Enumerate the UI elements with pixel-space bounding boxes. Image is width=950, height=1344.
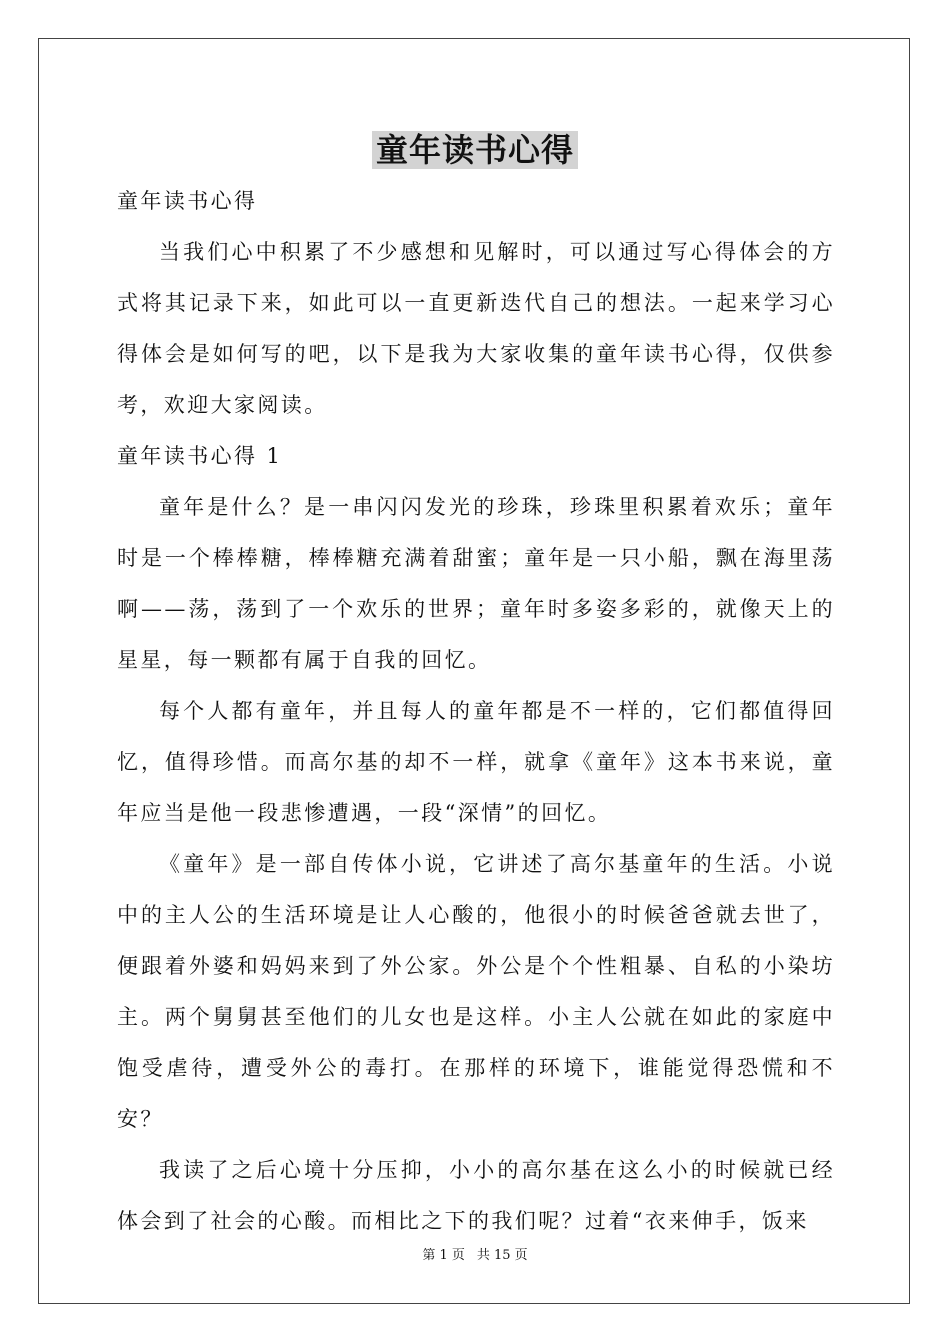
paragraph: 《童年》是一部自传体小说，它讲述了高尔基童年的生活。小说中的主人公的生活环境是让人心酸的，他很小的时候爸爸就去世了，便跟着外婆和妈妈来到了外公家。外公是个个性粗暴、自私的小染坊主。两个舅舅甚至他们的儿女也是这样。小主人公就在如此的家庭中饱受虐待，遭受外公的毒打。在那样的环境下，谁能觉得恐慌和不安？ bbox=[117, 852, 835, 1131]
page-footer bbox=[0, 1247, 950, 1265]
paragraph-intro: 当我们心中积累了不少感想和见解时，可以通过写心得体会的方式将其记录下来，如此可以一直更新迭代自己的想法。一起来学习心得体会是如何写的吧，以下是我为大家收集的童年读书心得，仅供参考，欢迎大家阅读。 bbox=[117, 240, 835, 417]
page-total: 共 15 页 bbox=[476, 1248, 528, 1263]
document-title bbox=[0, 128, 950, 172]
section-heading: 童年读书心得 1 bbox=[117, 444, 283, 468]
page-number: 第 1 页 bbox=[422, 1248, 465, 1263]
paragraph: 童年是什么？是一串闪闪发光的珍珠，珍珠里积累着欢乐；童年时是一个棒棒糖，棒棒糖充满着甜蜜；童年是一只小船，飘在海里荡啊——荡，荡到了一个欢乐的世界；童年时多姿多彩的，就像天上的星星，每一颗都有属于自我的回忆。 bbox=[117, 495, 835, 672]
paragraph-subtitle: 童年读书心得 bbox=[117, 189, 258, 213]
document-title-text: 童年读书心得 bbox=[372, 131, 578, 169]
paragraph: 每个人都有童年，并且每人的童年都是不一样的，它们都值得回忆，值得珍惜。而高尔基的却不一样，就拿《童年》这本书来说，童年应当是他一段悲惨遭遇，一段“深情”的回忆。 bbox=[117, 699, 835, 825]
document-body bbox=[117, 176, 835, 1247]
paragraph: 我读了之后心境十分压抑，小小的高尔基在这么小的时候就已经体会到了社会的心酸。而相比之下的我们呢？过着“衣来伸手，饭来 bbox=[117, 1158, 835, 1233]
